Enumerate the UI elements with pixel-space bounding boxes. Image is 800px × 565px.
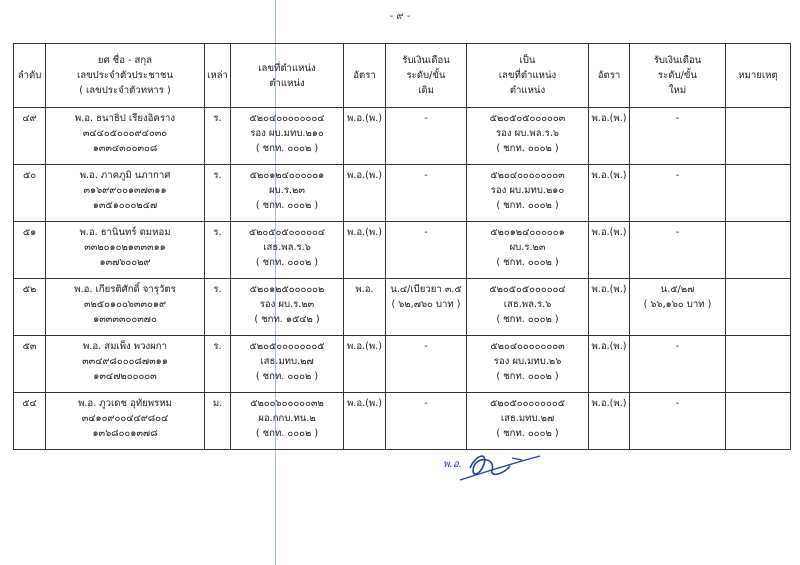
cell-salary-new: - xyxy=(630,336,726,393)
cell-rate-old: พ.อ.(พ.) xyxy=(344,393,386,450)
page-number: - ๙ - xyxy=(389,11,411,22)
cell-rate-new: พ.อ.(พ.) xyxy=(589,108,630,165)
cell-position-new: ๕๒๐๔๐๐๐๐๐๐๐๓ รอง ผบ.มทบ.๒๖ ( ชกท. ๐๐๐๒ ) xyxy=(467,336,589,393)
cell-remark xyxy=(726,108,791,165)
cell-salary-new: - xyxy=(630,393,726,450)
cell-position-old: ๕๒๐๕๐๐๐๐๐๐๐๕ เสธ.มทบ.๒๗ ( ชกท. ๐๐๐๒ ) xyxy=(231,336,344,393)
cell-name: พ.อ. เกียรติศักดิ์ จารุวัตร ๓๒๕๐๑๐๐๖๓๓๐๑๙ ๑๓๓๓๓๐๐๓๗๐ xyxy=(46,279,205,336)
cell-corps: ร. xyxy=(205,108,231,165)
cell-rate-old: พ.อ.(พ.) xyxy=(344,336,386,393)
cell-name: พ.อ. ธนาธิป เรียงอิคราง ๓๔๔๐๕๐๐๐๙๔๐๓๐ ๑๓๓๔๓๐๐๓๐๘ xyxy=(46,108,205,165)
cell-salary-old: - xyxy=(386,108,467,165)
cell-corps: ม. xyxy=(205,393,231,450)
cell-remark xyxy=(726,222,791,279)
cell-order: ๕๔ xyxy=(14,393,46,450)
header-salary-old: รับเงินเดือน ระดับ/ขั้น เดิม xyxy=(386,44,467,108)
cell-rate-new: พ.อ.(พ.) xyxy=(589,336,630,393)
header-position-old: เลขที่ตำแหน่ง ตำแหน่ง xyxy=(231,44,344,108)
cell-order: ๕๐ xyxy=(14,165,46,222)
cell-rate-new: พ.อ.(พ.) xyxy=(589,279,630,336)
personnel-table xyxy=(13,43,791,450)
cell-position-old: ๕๒๐๑๒๕๐๐๐๐๐๒ รอง ผบ.ร.๒๓ ( ชกท. ๑๕๔๒ ) xyxy=(231,279,344,336)
cell-corps: ร. xyxy=(205,336,231,393)
header-corps: เหล่า xyxy=(205,44,231,108)
header-salary-new: รับเงินเดือน ระดับ/ขั้น ใหม่ xyxy=(630,44,726,108)
cell-salary-old: - xyxy=(386,393,467,450)
cell-remark xyxy=(726,165,791,222)
header-name: ยศ ชื่อ - สกุล เลขประจำตัวประชาชน ( เลขประจำตัวทหาร ) xyxy=(46,44,205,108)
cell-salary-new: - xyxy=(630,222,726,279)
cell-remark xyxy=(726,336,791,393)
cell-corps: ร. xyxy=(205,279,231,336)
cell-position-old: ๕๒๐๕๐๕๐๐๐๐๐๔ เสธ.พล.ร.๖ ( ชกท. ๐๐๐๒ ) xyxy=(231,222,344,279)
cell-rate-old: พ.อ.(พ.) xyxy=(344,108,386,165)
cell-salary-new: - xyxy=(630,165,726,222)
signature-text: พ.อ. xyxy=(443,459,462,470)
cell-salary-new: - xyxy=(630,108,726,165)
header-rate-old: อัตรา xyxy=(344,44,386,108)
cell-salary-old: - xyxy=(386,165,467,222)
cell-name: พ.อ. สมเพ็ง พวงผกา ๓๓๔๙๘๐๐๐๘๗๓๑๑ ๑๓๔๗๒๐๐๐๐๓ xyxy=(46,336,205,393)
cell-position-old: ๕๒๐๐๖๐๐๐๐๐๓๒ ผอ.กกบ.ทน.๒ ( ชกท. ๐๐๐๒ ) xyxy=(231,393,344,450)
header-remark: หมายเหตุ xyxy=(726,44,791,108)
cell-name: พ.อ. ธานินทร์ ดมหอม ๓๓๒๐๑๐๒๑๓๓๓๑๑ ๑๓๗๖๐๐๒๙ xyxy=(46,222,205,279)
header-rate-new: อัตรา xyxy=(589,44,630,108)
table-row xyxy=(14,336,791,393)
cell-corps: ร. xyxy=(205,165,231,222)
signature-scribble xyxy=(440,448,560,484)
cell-salary-old: น.๔/เบียวยา ๓.๕ ( ๖๒,๗๖๐ บาท ) xyxy=(386,279,467,336)
cell-order: ๔๙ xyxy=(14,108,46,165)
table-row xyxy=(14,108,791,165)
cell-order: ๕๓ xyxy=(14,336,46,393)
cell-remark xyxy=(726,393,791,450)
table-row xyxy=(14,222,791,279)
cell-salary-old: - xyxy=(386,222,467,279)
cell-rate-old: พ.อ. xyxy=(344,279,386,336)
cell-position-new: ๕๒๐๔๐๐๐๐๐๐๐๓ รอง ผบ.มทบ.๒๑๐ ( ชกท. ๐๐๐๒ ) xyxy=(467,165,589,222)
cell-position-old: ๕๒๐๔๐๐๐๐๐๐๐๔ รอง ผบ.มทบ.๒๑๐ ( ชกท. ๐๐๐๒ ) xyxy=(231,108,344,165)
cell-rate-old: พ.อ.(พ.) xyxy=(344,222,386,279)
header-position-new: เป็น เลขที่ตำแหน่ง ตำแหน่ง xyxy=(467,44,589,108)
cell-rate-new: พ.อ.(พ.) xyxy=(589,222,630,279)
cell-rate-new: พ.อ.(พ.) xyxy=(589,393,630,450)
cell-name: พ.อ. ภูวเดช อุทัยพรหม ๓๔๑๐๙๐๐๔๔๙๘๐๔ ๑๓๖๘๐๐๑๓๗๘ xyxy=(46,393,205,450)
cell-position-new: ๕๒๐๕๐๕๐๐๐๐๐๔ เสธ.พล.ร.๖ ( ชกท. ๐๐๐๒ ) xyxy=(467,279,589,336)
cell-rate-new: พ.อ.(พ.) xyxy=(589,165,630,222)
cell-corps: ร. xyxy=(205,222,231,279)
cell-order: ๕๒ xyxy=(14,279,46,336)
cell-salary-new: น.๕/๒๗ ( ๖๖,๑๖๐ บาท ) xyxy=(630,279,726,336)
cell-position-new: ๕๒๐๕๐๕๐๐๐๐๐๓ รอง ผบ.พล.ร.๖ ( ชกท. ๐๐๐๒ ) xyxy=(467,108,589,165)
cell-rate-old: พ.อ.(พ.) xyxy=(344,165,386,222)
table-row xyxy=(14,279,791,336)
table-row xyxy=(14,165,791,222)
table-row xyxy=(14,393,791,450)
cell-position-new: ๕๒๐๕๐๐๐๐๐๐๐๕ เสธ.มทบ.๒๗ ( ชกท. ๐๐๐๒ ) xyxy=(467,393,589,450)
cell-name: พ.อ. ภาคภูมิ นภากาศ ๓๑๖๙๙๐๐๑๓๗๓๑๑ ๑๓๕๑๐๐๐๒๔๗ xyxy=(46,165,205,222)
cell-position-new: ๕๒๐๑๒๔๐๐๐๐๐๑ ผบ.ร.๒๓ ( ชกท. ๐๐๐๒ ) xyxy=(467,222,589,279)
cell-salary-old: - xyxy=(386,336,467,393)
table-body xyxy=(14,108,791,450)
cell-remark xyxy=(726,279,791,336)
cell-order: ๕๑ xyxy=(14,222,46,279)
cell-position-old: ๕๒๐๑๒๔๐๐๐๐๐๑ ผบ.ร.๒๓ ( ชกท. ๐๐๐๒ ) xyxy=(231,165,344,222)
header-order: ลำดับ xyxy=(14,44,46,108)
table-header xyxy=(14,44,791,108)
